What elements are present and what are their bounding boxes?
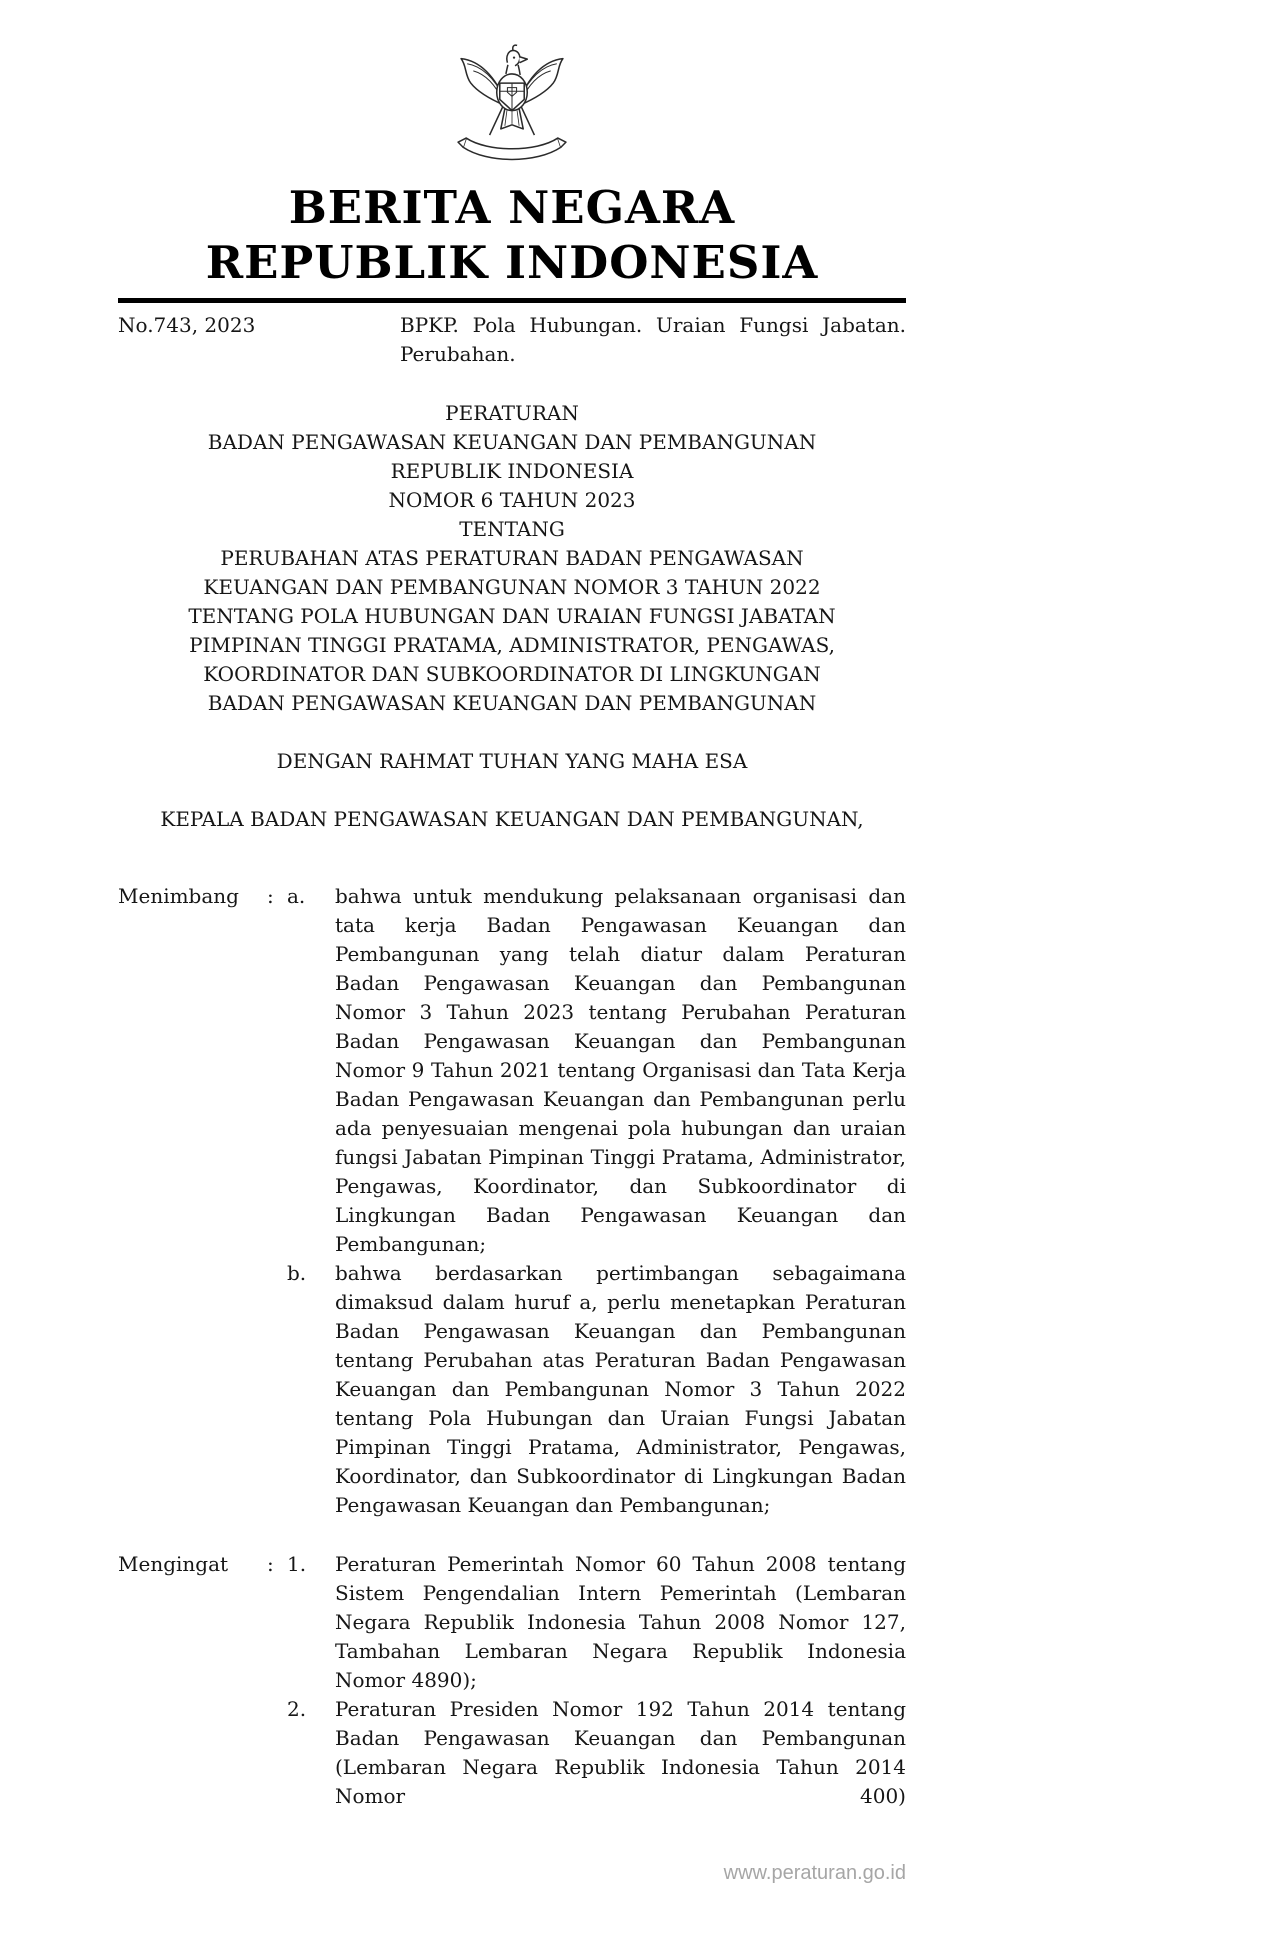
- title-line: REPUBLIK INDONESIA: [390, 459, 634, 483]
- masthead-title-line1: BERITA NEGARA: [288, 181, 736, 234]
- title-line: BADAN PENGAWASAN KEUANGAN DAN PEMBANGUNAN: [207, 691, 817, 715]
- legal-basis-text-2: Peraturan Presiden Nomor 192 Tahun 2014 tentang Badan Pengawasan Keuangan dan Pembangunan (Lembaran Negara Republik Indonesia Tahun 2014 Nomor 400): [335, 1697, 906, 1808]
- title-line: TENTANG POLA HUBUNGAN DAN URAIAN FUNGSI JABATAN: [188, 604, 836, 628]
- gazette-subject: BPKP. Pola Hubungan. Uraian Fungsi Jabatan. Perubahan.: [400, 313, 906, 366]
- title-line: KOORDINATOR DAN SUBKOORDINATOR DI LINGKUNGAN: [203, 662, 821, 686]
- menimbang-colon: :: [267, 884, 274, 908]
- mengingat-section: [118, 1550, 906, 1811]
- title-line: KEUANGAN DAN PEMBANGUNAN NOMOR 3 TAHUN 2022: [203, 575, 821, 599]
- menimbang-section: [118, 882, 906, 1520]
- masthead-title-line2: REPUBLIK INDONESIA: [205, 236, 819, 289]
- consideration-text-a: bahwa untuk mendukung pelaksanaan organisasi dan tata kerja Badan Pengawasan Keuangan dan Pembangunan yang telah diatur dalam Peraturan Badan Pengawasan Keuangan dan Pembangunan Nomor 3 Tahun 2023 tentang Perubahan Peraturan Badan Pengawasan Keuangan dan Pembangunan Nomor 9 Tahun 2021 tentang Organisasi dan Tata Kerja Badan Pengawasan Keuangan dan Pembangunan perlu ada penyesuaian mengenai pola hubungan dan uraian fungsi Jabatan Pimpinan Tinggi Pratama, Administrator, Pengawas, Koordinator, dan Subkoordinator di Lingkungan Badan Pengawasan Keuangan dan Pembangunan;: [335, 884, 906, 1256]
- invocation-line: DENGAN RAHMAT TUHAN YANG MAHA ESA: [276, 749, 748, 773]
- menimbang-label: Menimbang: [118, 884, 239, 908]
- regulation-title-block: [118, 399, 906, 718]
- title-line: BADAN PENGAWASAN KEUANGAN DAN PEMBANGUNAN: [207, 430, 817, 454]
- masthead-rule: [118, 298, 906, 303]
- mengingat-colon: :: [267, 1552, 274, 1576]
- gazette-number: No.743, 2023: [118, 313, 256, 337]
- garuda-pancasila-emblem: [456, 42, 568, 170]
- masthead-info-row: [118, 311, 906, 369]
- legal-basis-marker-2: 2.: [287, 1697, 307, 1721]
- mengingat-label: Mengingat: [118, 1552, 229, 1576]
- title-line: PERUBAHAN ATAS PERATURAN BADAN PENGAWASAN: [220, 546, 804, 570]
- title-line: PIMPINAN TINGGI PRATAMA, ADMINISTRATOR, PENGAWAS,: [189, 633, 835, 657]
- document-page: [118, 0, 906, 1950]
- consideration-marker-b: b.: [287, 1261, 307, 1285]
- legal-basis-text-1: Peraturan Pemerintah Nomor 60 Tahun 2008 tentang Sistem Pengendalian Intern Pemerintah (Lembaran Negara Republik Indonesia Tahun 2008 Nomor 127, Tambahan Lembaran Negara Republik Indonesia Nomor 4890);: [335, 1552, 906, 1692]
- title-line: TENTANG: [459, 517, 565, 541]
- legal-basis-marker-1: 1.: [287, 1552, 307, 1576]
- issuing-official-line: KEPALA BADAN PENGAWASAN KEUANGAN DAN PEMBANGUNAN,: [160, 807, 864, 831]
- consideration-marker-a: a.: [287, 884, 306, 908]
- consideration-text-b: bahwa berdasarkan pertimbangan sebagaimana dimaksud dalam huruf a, perlu menetapkan Peraturan Badan Pengawasan Keuangan dan Pembangunan tentang Perubahan atas Peraturan Badan Pengawasan Keuangan dan Pembangunan Nomor 3 Tahun 2022 tentang Pola Hubungan dan Uraian Fungsi Jabatan Pimpinan Tinggi Pratama, Administrator, Pengawas, Koordinator, dan Subkoordinator di Lingkungan Badan Pengawasan Keuangan dan Pembangunan;: [335, 1261, 906, 1517]
- title-line: NOMOR 6 TAHUN 2023: [388, 488, 636, 512]
- footer-website: www.peraturan.go.id: [723, 1862, 906, 1884]
- masthead-title: [118, 180, 906, 290]
- garuda-pancasila-icon: [456, 42, 568, 170]
- title-line: PERATURAN: [445, 401, 579, 425]
